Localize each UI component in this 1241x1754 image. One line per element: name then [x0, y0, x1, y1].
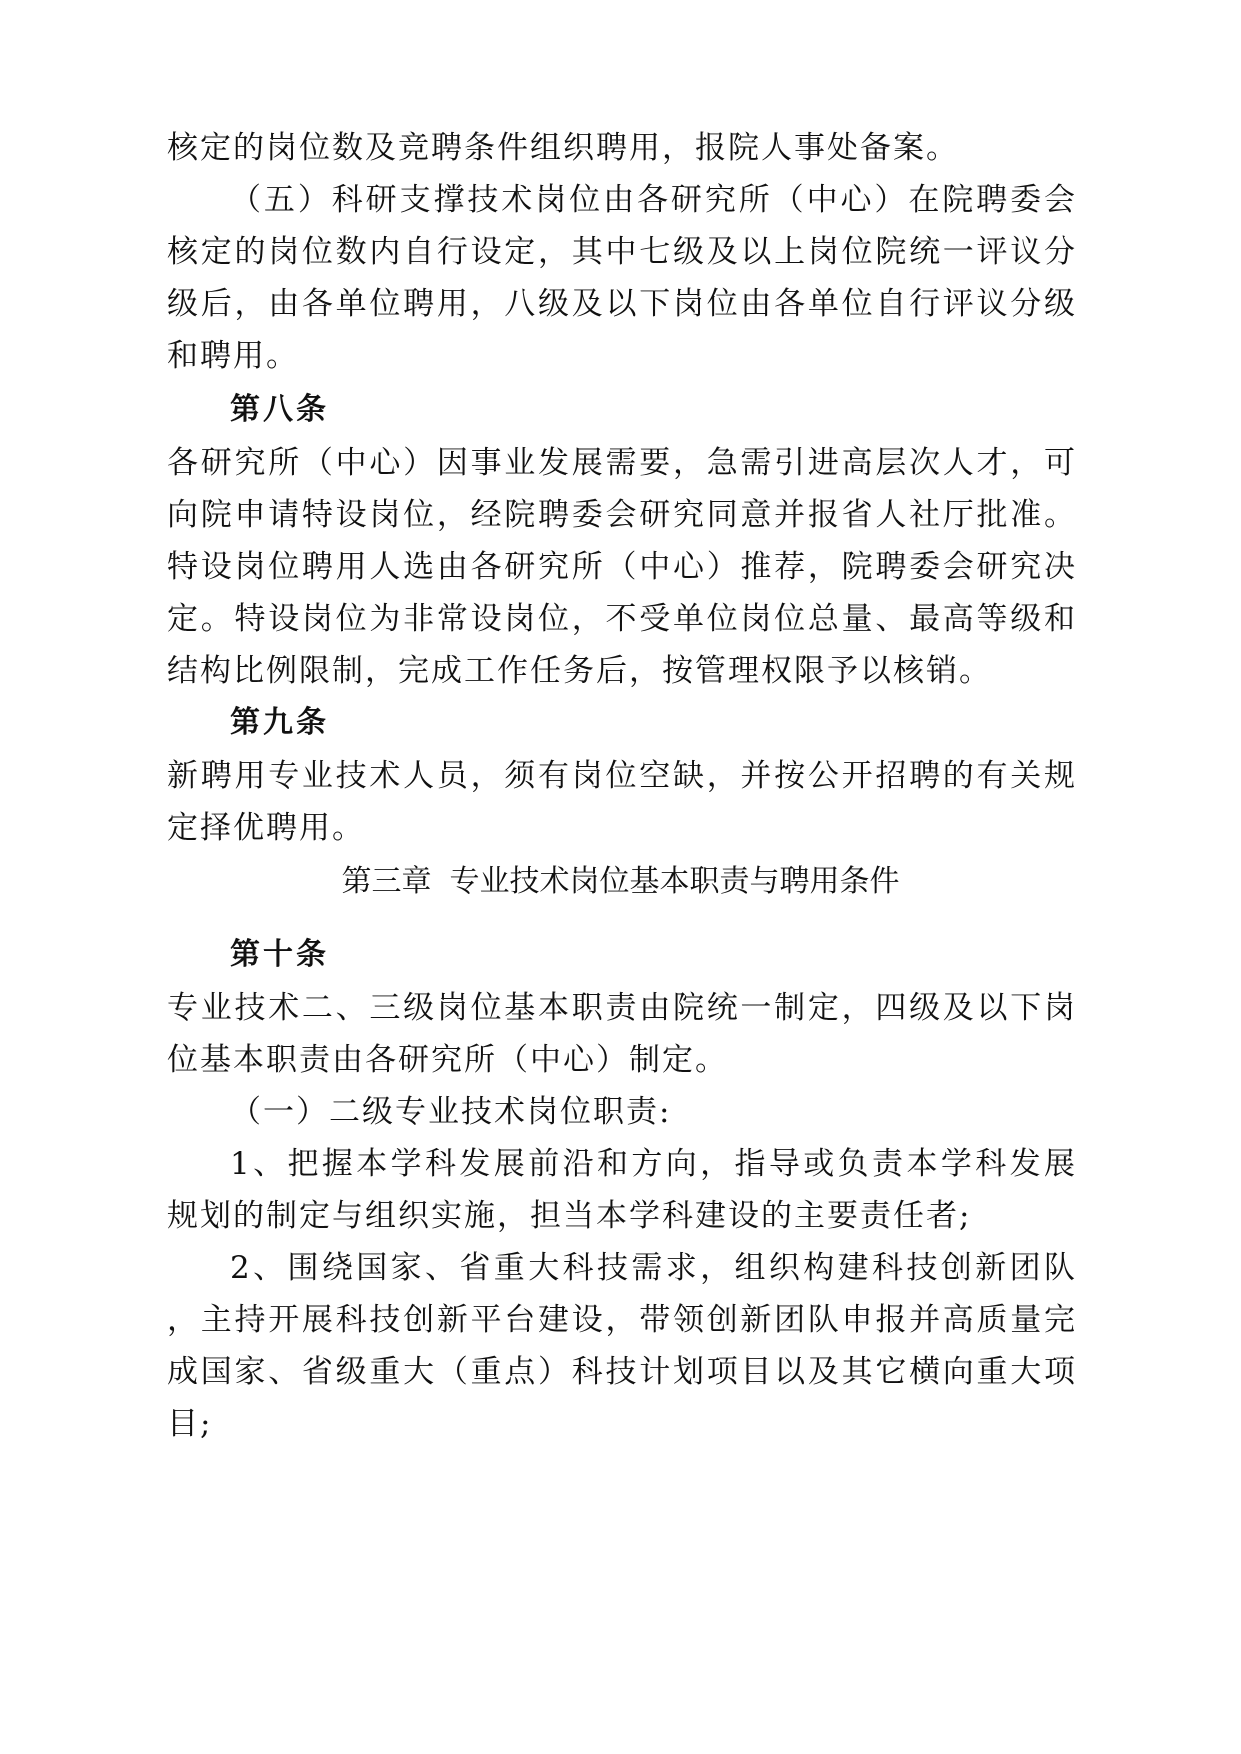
article-heading-8: 第八条 — [230, 392, 329, 427]
paragraph-line: 新聘用专业技术人员，须有岗位空缺，并按公开招聘的有关规 — [167, 758, 1075, 794]
paragraph-line: 各研究所（中心）因事业发展需要，急需引进高层次人才，可 — [167, 445, 1075, 481]
paragraph-line: 专业技术二、三级岗位基本职责由院统一制定，四级及以下岗 — [167, 990, 1075, 1026]
paragraph-line: 规划的制定与组织实施，担当本学科建设的主要责任者; — [167, 1198, 972, 1234]
chapter-number: 第三章 — [341, 864, 432, 899]
paragraph-line: 核定的岗位数及竞聘条件组织聘用，报院人事处备案。 — [167, 130, 959, 166]
paragraph-line: 定择优聘用。 — [167, 810, 365, 846]
paragraph-line: 2、围绕国家、省重大科技需求，组织构建科技创新团队 — [230, 1250, 1075, 1286]
paragraph-line: 特设岗位聘用人选由各研究所（中心）推荐，院聘委会研究决 — [167, 549, 1075, 585]
paragraph-line: 向院申请特设岗位，经院聘委会研究同意并报省人社厅批准。 — [167, 497, 1075, 533]
paragraph-line: 结构比例限制，完成工作任务后，按管理权限予以核销。 — [167, 653, 992, 689]
article-heading-9: 第九条 — [230, 705, 329, 740]
paragraph-line: 成国家、省级重大（重点）科技计划项目以及其它横向重大项 — [167, 1354, 1075, 1390]
paragraph-line: ，主持开展科技创新平台建设，带领创新团队申报并高质量完 — [167, 1302, 1075, 1338]
paragraph-line: 级后，由各单位聘用，八级及以下岗位由各单位自行评议分级 — [167, 286, 1075, 322]
paragraph-line: 位基本职责由各研究所（中心）制定。 — [167, 1042, 728, 1078]
paragraph-line: 1、把握本学科发展前沿和方向，指导或负责本学科发展 — [230, 1146, 1075, 1182]
article-heading-10: 第十条 — [230, 937, 329, 972]
paragraph-line: 目; — [167, 1406, 213, 1442]
paragraph-line: 和聘用。 — [167, 338, 299, 374]
paragraph-line: 定。特设岗位为非常设岗位，不受单位岗位总量、最高等级和 — [167, 601, 1075, 637]
chapter-heading — [0, 862, 1241, 902]
paragraph-line: 核定的岗位数内自行设定，其中七级及以上岗位院统一评议分 — [167, 234, 1075, 270]
paragraph-line: （一）二级专业技术岗位职责: — [230, 1094, 672, 1130]
paragraph-line: （五）科研支撑技术岗位由各研究所（中心）在院聘委会 — [230, 182, 1075, 218]
chapter-title: 专业技术岗位基本职责与聘用条件 — [449, 864, 900, 899]
